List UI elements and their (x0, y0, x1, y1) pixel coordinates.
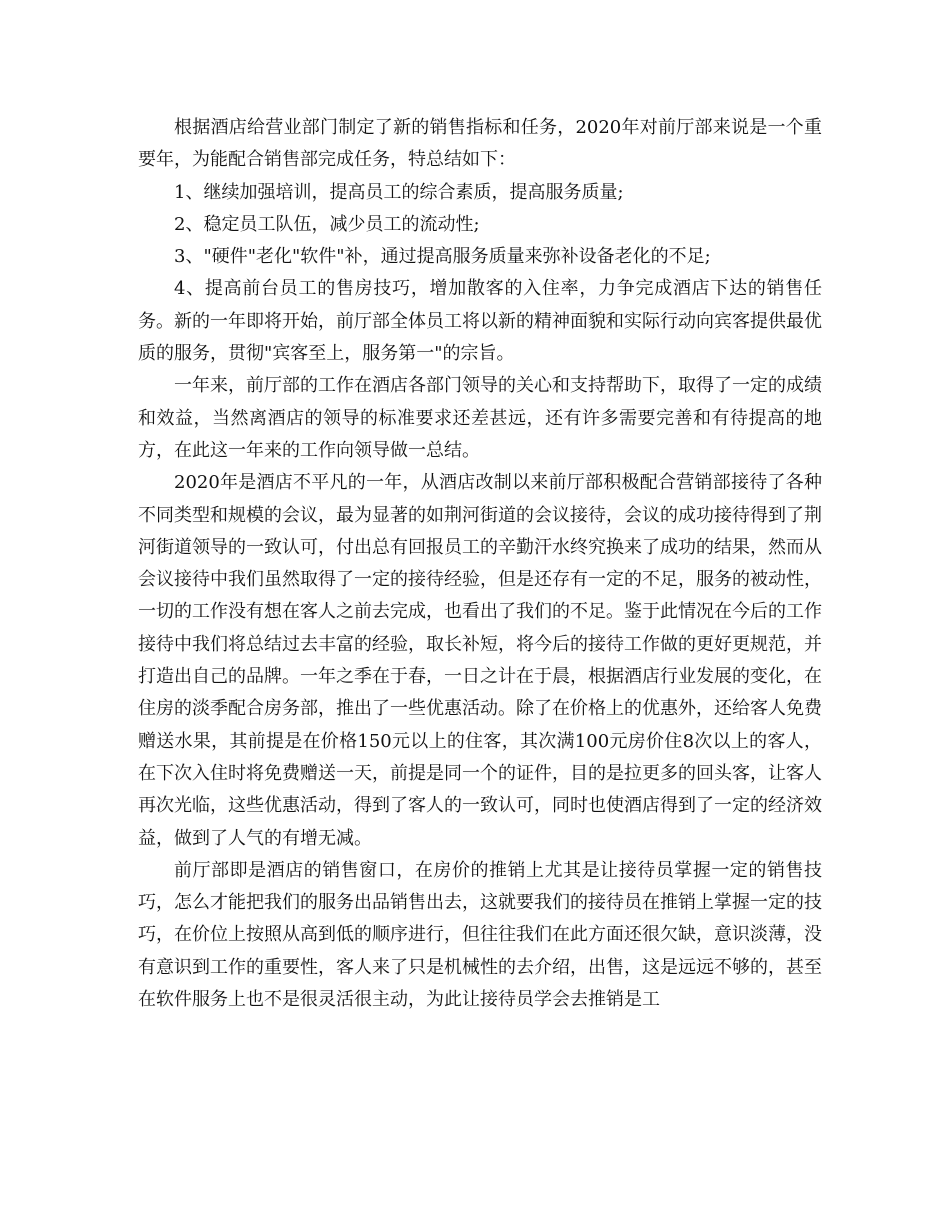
paragraph-item-4: 4、提高前台员工的售房技巧，增加散客的入住率，力争完成酒店下达的销售任务。新的一年即将开始，前厅部全体员工将以新的精神面貌和实际行动向宾客提供最优质的服务，贯彻"宾客至上，服务第一"的宗旨。 (138, 278, 822, 365)
document-page (138, 112, 822, 1016)
paragraph-2020-summary: 2020年是酒店不平凡的一年，从酒店改制以来前厅部积极配合营销部接待了各种不同类型和规模的会议，最为显著的如荆河街道的会议接待，会议的成功接待得到了荆河街道领导的一致认可，付出总有回报员工的辛勤汗水终究换来了成功的结果，然而从会议接待中我们虽然取得了一定的接待经验，但是还存有一定的不足，服务的被动性，一切的工作没有想在客人之前去完成，也看出了我们的不足。鉴于此情况在今后的工作接待中我们将总结过去丰富的经验，取长补短，将今后的接待工作做的更好更规范，并打造出自己的品牌。一年之季在于春，一日之计在于晨，根据酒店行业发展的变化，在住房的淡季配合房务部，推出了一些优惠活动。除了在价格上的优惠外，还给客人免费赠送水果，其前提是在价格150元以上的住客，其次满100元房价住8次以上的客人，在下次入住时将免费赠送一天，前提是同一个的证件，目的是拉更多的回头客，让客人再次光临，这些优惠活动，得到了客人的一致认可，同时也使酒店得到了一定的经济效益，做到了人气的有增无减。 (138, 472, 822, 849)
paragraph-sales-window: 前厅部即是酒店的销售窗口，在房价的推销上尤其是让接待员掌握一定的销售技巧，怎么才能把我们的服务出品销售出去，这就要我们的接待员在推销上掌握一定的技巧，在价位上按照从高到低的顺序进行，但往往我们在此方面还很欠缺，意识淡薄，没有意识到工作的重要性，客人来了只是机械性的去介绍，出售，这是远远不够的，甚至在软件服务上也不是很灵活很主动，为此让接待员学会去推销是工 (138, 859, 822, 1011)
paragraph-item-2: 2、稳定员工队伍，减少员工的流动性; (174, 213, 480, 235)
paragraph-item-1: 1、继续加强培训，提高员工的综合素质，提高服务质量; (174, 181, 624, 203)
paragraph-year-review: 一年来，前厅部的工作在酒店各部门领导的关心和支持帮助下，取得了一定的成绩和效益，当然离酒店的领导的标准要求还差甚远，还有许多需要完善和有待提高的地方，在此这一年来的工作向领导做一总结。 (138, 375, 822, 461)
paragraph-item-3: 3、"硬件"老化"软件"补，通过提高服务质量来弥补设备老化的不足; (174, 246, 711, 268)
paragraph-intro: 根据酒店给营业部门制定了新的销售指标和任务，2020年对前厅部来说是一个重要年，为能配合销售部完成任务，特总结如下： (138, 117, 822, 171)
